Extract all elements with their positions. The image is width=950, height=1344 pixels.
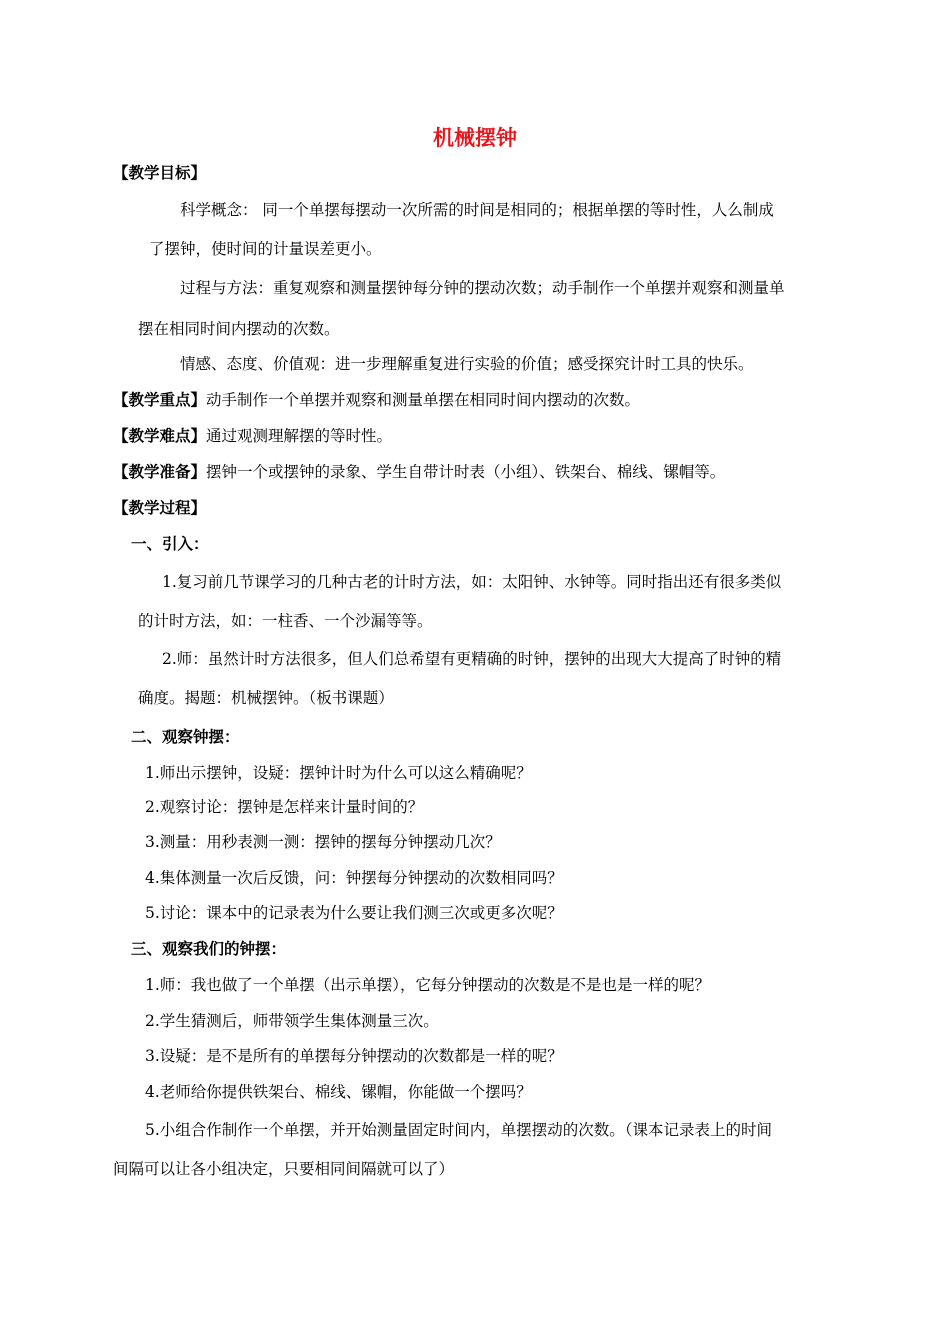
part1-item1-line2: 的计时方法，如：一柱香、一个沙漏等等。	[138, 612, 433, 630]
part2-item: 5.讨论：课本中的记录表为什么要让我们测三次或更多次呢？	[145, 904, 563, 922]
key-point-text: 动手制作一个单摆并观察和测量单摆在相同时间内摆动的次数。	[206, 391, 641, 409]
part3-item: 4.老师给你提供铁架台、棉线、镙帽，你能做一个摆吗？	[145, 1083, 532, 1101]
key-point-line	[113, 389, 640, 411]
part2-item: 4.集体测量一次后反馈，问：钟摆每分钟摆动的次数相同吗？	[145, 869, 563, 887]
part3-item: 3.设疑：是不是所有的单摆每分钟摆动的次数都是一样的呢？	[145, 1047, 563, 1065]
part3-item5-line2: 间隔可以让各小组决定，只要相同间隔就可以了）	[113, 1160, 455, 1178]
objective-concept-line1: 科学概念： 同一个单摆每摆动一次所需的时间是相同的；根据单摆的等时性，人么制成	[180, 201, 774, 219]
preparation-label: 【教学准备】	[113, 462, 207, 481]
preparation-line	[113, 461, 725, 483]
part1-item2-line1: 2.师：虽然计时方法很多，但人们总希望有更精确的时钟，摆钟的出现大大提高了时钟的精	[162, 650, 782, 668]
difficulty-line	[113, 425, 392, 447]
part2-heading: 二、观察钟摆：	[131, 727, 240, 746]
part1-item2-line2: 确度。揭题：机械摆钟。（板书课题）	[138, 689, 394, 707]
objective-process-line1: 过程与方法：重复观察和测量摆钟每分钟的摆动次数；动手制作一个单摆并观察和测量单	[180, 279, 785, 297]
page-title: 机械摆钟	[433, 125, 517, 150]
objective-process-line2: 摆在相同时间内摆动的次数。	[138, 320, 340, 338]
part2-item: 2.观察讨论：摆钟是怎样来计量时间的？	[145, 798, 424, 816]
part2-item: 3.测量：用秒表测一测：摆钟的摆每分钟摆动几次？	[145, 833, 501, 851]
objectives-header: 【教学目标】	[113, 163, 207, 182]
difficulty-label: 【教学难点】	[113, 426, 207, 445]
process-header: 【教学过程】	[113, 498, 207, 517]
part3-heading: 三、观察我们的钟摆：	[131, 939, 287, 958]
part3-item: 1.师：我也做了一个单摆（出示单摆），它每分钟摆动的次数是不是也是一样的呢？	[145, 976, 711, 994]
part3-item5-line1: 5.小组合作制作一个单摆，并开始测量固定时间内，单摆摆动的次数。（课本记录表上的时间	[145, 1121, 773, 1139]
part2-item: 1.师出示摆钟，设疑：摆钟计时为什么可以这么精确呢？	[145, 764, 532, 782]
part1-item1-line1: 1.复习前几节课学习的几种古老的计时方法，如：太阳钟、水钟等。同时指出还有很多类似	[162, 573, 782, 591]
objective-concept-line2: 了摆钟，使时间的计量误差更小。	[149, 240, 382, 258]
part3-item: 2.学生猜测后，师带领学生集体测量三次。	[145, 1012, 439, 1030]
key-point-label: 【教学重点】	[113, 390, 207, 409]
difficulty-text: 通过观测理解摆的等时性。	[206, 427, 393, 445]
objective-attitude-line: 情感、态度、价值观：进一步理解重复进行实验的价值；感受探究计时工具的快乐。	[180, 355, 754, 373]
part1-heading: 一、引入：	[131, 534, 209, 553]
preparation-text: 摆钟一个或摆钟的录象、学生自带计时表（小组）、铁架台、棉线、镙帽等。	[206, 463, 726, 481]
